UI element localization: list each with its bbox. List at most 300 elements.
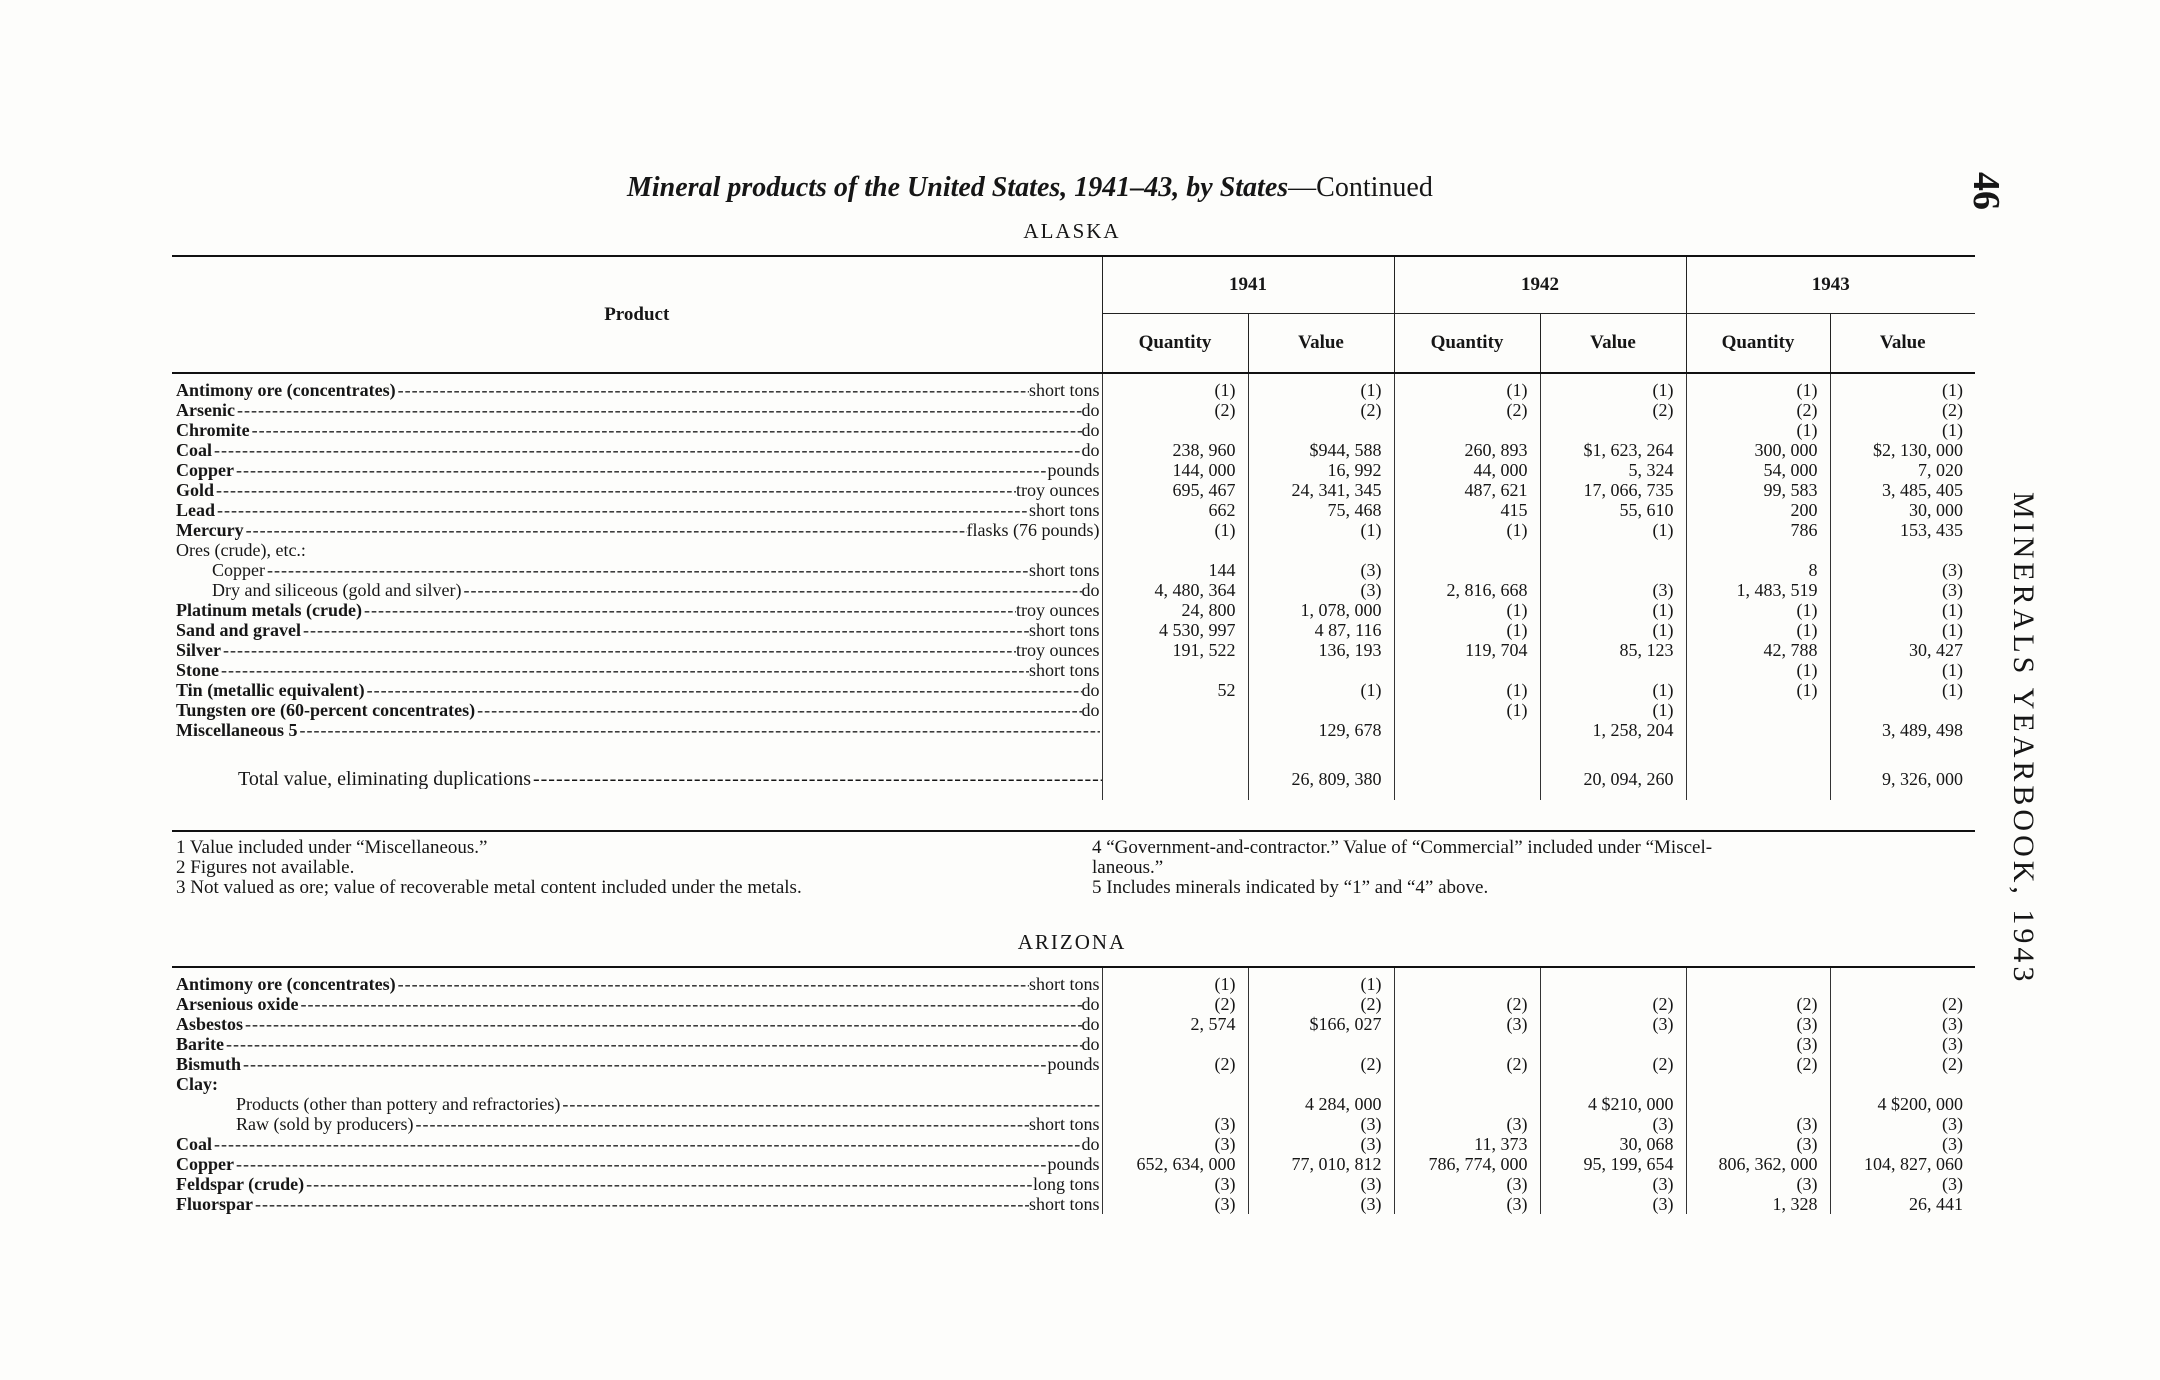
product-label	[176, 640, 1102, 660]
product-cell	[172, 540, 1102, 560]
product-label	[176, 994, 1102, 1014]
table-row	[172, 700, 1975, 720]
value-cell: 104, 827, 060	[1830, 1154, 1975, 1174]
spacer-row	[172, 740, 1975, 758]
total-value-cell: 26, 809, 380	[1248, 758, 1394, 800]
value-cell: (2)	[1394, 994, 1540, 1014]
table-row	[172, 560, 1975, 580]
product-cell	[172, 700, 1102, 720]
dot-leader	[396, 380, 1029, 400]
padding-cell	[1686, 967, 1830, 974]
product-label	[176, 1174, 1102, 1194]
total-name: Total value, eliminating duplications	[238, 769, 531, 789]
product-label	[176, 400, 1102, 420]
product-label	[176, 560, 1102, 580]
value-cell	[1540, 660, 1686, 680]
product-cell	[172, 480, 1102, 500]
spacer-cell	[1248, 740, 1394, 758]
value-cell	[1102, 720, 1248, 740]
product-cell	[172, 680, 1102, 700]
value-cell: (2)	[1394, 400, 1540, 420]
value-cell	[1394, 1094, 1540, 1114]
value-cell	[1686, 1074, 1830, 1094]
value-cell: (1)	[1686, 620, 1830, 640]
product-name: Mercury	[176, 520, 244, 540]
value-cell	[1540, 540, 1686, 560]
value-cell: 4, 480, 364	[1102, 580, 1248, 600]
value-cell	[1394, 560, 1540, 580]
value-header: Value	[1830, 314, 1975, 374]
value-cell: (3)	[1540, 580, 1686, 600]
dot-leader	[265, 560, 1029, 580]
value-cell	[1248, 700, 1394, 720]
product-name: Arsenious oxide	[176, 994, 299, 1014]
product-label	[176, 1134, 1102, 1154]
dot-leader	[212, 440, 1082, 460]
value-cell: (1)	[1394, 600, 1540, 620]
value-cell: 153, 435	[1830, 520, 1975, 540]
total-label-cell	[172, 758, 1102, 800]
value-cell: (1)	[1830, 380, 1975, 400]
product-name: Antimony ore (concentrates)	[176, 974, 396, 994]
product-cell	[172, 500, 1102, 520]
page-number: 46	[1965, 172, 2007, 210]
value-cell	[1394, 540, 1540, 560]
product-cell	[172, 1194, 1102, 1214]
product-cell	[172, 1014, 1102, 1034]
value-cell	[1394, 974, 1540, 994]
table-row	[172, 1114, 1975, 1134]
footnote-rule	[172, 830, 1975, 832]
product-unit: do	[1081, 400, 1100, 420]
year-header-1941: 1941	[1102, 256, 1394, 314]
padding-cell	[1540, 373, 1686, 380]
value-cell: (3)	[1248, 1174, 1394, 1194]
year-header-1942: 1942	[1394, 256, 1686, 314]
value-cell: 260, 893	[1394, 440, 1540, 460]
value-cell: 4 87, 116	[1248, 620, 1394, 640]
dot-leader	[243, 1014, 1081, 1034]
product-label	[176, 1094, 1102, 1114]
value-cell: (3)	[1394, 1014, 1540, 1034]
padding-row	[172, 373, 1975, 380]
product-name: Bismuth	[176, 1054, 242, 1074]
value-cell: 300, 000	[1686, 440, 1830, 460]
value-cell: 1, 078, 000	[1248, 600, 1394, 620]
value-cell	[1830, 540, 1975, 560]
value-cell: (1)	[1394, 700, 1540, 720]
value-cell: 54, 000	[1686, 460, 1830, 480]
table-row	[172, 620, 1975, 640]
value-cell: (2)	[1394, 1054, 1540, 1074]
value-cell: (2)	[1248, 400, 1394, 420]
value-cell: 119, 704	[1394, 640, 1540, 660]
value-cell: (1)	[1830, 600, 1975, 620]
value-cell: (2)	[1248, 1054, 1394, 1074]
value-cell	[1540, 560, 1686, 580]
dot-leader	[396, 974, 1029, 994]
table-row	[172, 1194, 1975, 1214]
product-unit: do	[1081, 994, 1100, 1014]
table-row	[172, 1094, 1975, 1114]
quantity-header: Quantity	[1394, 314, 1540, 374]
table-row	[172, 600, 1975, 620]
product-unit: short tons	[1028, 380, 1100, 400]
table-row	[172, 1154, 1975, 1174]
value-cell: (3)	[1248, 1134, 1394, 1154]
value-cell: $944, 588	[1248, 440, 1394, 460]
value-cell	[1540, 974, 1686, 994]
padding-cell	[1248, 967, 1394, 974]
product-name: Products (other than pottery and refractories)	[236, 1094, 561, 1114]
value-cell: (3)	[1830, 560, 1975, 580]
product-unit: short tons	[1028, 500, 1100, 520]
product-unit: troy ounces	[1016, 480, 1100, 500]
table-row	[172, 720, 1975, 740]
product-label	[176, 680, 1102, 700]
value-cell	[1686, 1094, 1830, 1114]
product-label	[176, 620, 1102, 640]
value-cell: 1, 258, 204	[1540, 720, 1686, 740]
value-cell: 30, 000	[1830, 500, 1975, 520]
value-cell	[1830, 700, 1975, 720]
value-cell: (3)	[1830, 1134, 1975, 1154]
table-row	[172, 660, 1975, 680]
product-cell	[172, 1114, 1102, 1134]
value-cell: (3)	[1540, 1194, 1686, 1214]
value-cell: (3)	[1830, 1034, 1975, 1054]
footnote: laneous.”	[1092, 857, 1164, 878]
product-cell	[172, 1074, 1102, 1094]
product-label	[176, 1014, 1102, 1034]
product-unit: short tons	[1028, 560, 1100, 580]
value-cell: (1)	[1830, 620, 1975, 640]
table-row	[172, 1034, 1975, 1054]
table-row	[172, 460, 1975, 480]
dot-leader	[253, 1194, 1029, 1214]
value-cell: 85, 123	[1540, 640, 1686, 660]
value-cell: $2, 130, 000	[1830, 440, 1975, 460]
value-cell: (1)	[1248, 520, 1394, 540]
value-cell: 24, 341, 345	[1248, 480, 1394, 500]
product-unit: pounds	[1047, 1054, 1100, 1074]
value-cell: 4 $210, 000	[1540, 1094, 1686, 1114]
product-unit: flasks (76 pounds)	[966, 520, 1100, 540]
padding-cell	[1686, 373, 1830, 380]
spacer-cell	[1540, 740, 1686, 758]
product-name: Copper	[212, 560, 265, 580]
value-cell: 786	[1686, 520, 1830, 540]
padding-cell	[1248, 373, 1394, 380]
product-name: Arsenic	[176, 400, 235, 420]
product-unit: short tons	[1028, 620, 1100, 640]
value-cell: (3)	[1686, 1174, 1830, 1194]
product-cell	[172, 994, 1102, 1014]
value-cell	[1830, 1074, 1975, 1094]
quantity-header: Quantity	[1102, 314, 1248, 374]
value-cell: (3)	[1830, 1174, 1975, 1194]
padding-cell	[172, 967, 1102, 974]
padding-cell	[1830, 373, 1975, 380]
product-name: Clay:	[176, 1074, 218, 1094]
value-cell: 3, 485, 405	[1830, 480, 1975, 500]
value-cell: 1, 328	[1686, 1194, 1830, 1214]
value-cell	[1686, 720, 1830, 740]
value-cell: (3)	[1248, 580, 1394, 600]
value-cell: (1)	[1540, 600, 1686, 620]
product-name: Raw (sold by producers)	[236, 1114, 414, 1134]
value-cell	[1248, 420, 1394, 440]
value-cell: (3)	[1686, 1014, 1830, 1034]
value-cell: (3)	[1394, 1194, 1540, 1214]
product-label	[176, 520, 1102, 540]
product-cell	[172, 620, 1102, 640]
product-cell	[172, 1094, 1102, 1114]
title-continued: —Continued	[1288, 172, 1433, 203]
footnote: 5 Includes minerals indicated by “1” and “4” above.	[1092, 877, 1489, 898]
value-cell: (2)	[1248, 994, 1394, 1014]
total-value-cell	[1394, 758, 1540, 800]
product-name: Stone	[176, 660, 220, 680]
value-cell	[1102, 660, 1248, 680]
value-cell: 4 $200, 000	[1830, 1094, 1975, 1114]
product-name: Chromite	[176, 420, 250, 440]
value-cell: 487, 621	[1394, 480, 1540, 500]
product-label	[176, 1194, 1102, 1214]
value-cell: (1)	[1540, 520, 1686, 540]
product-name: Asbestos	[176, 1014, 244, 1034]
table-row	[172, 994, 1975, 1014]
table-title	[172, 172, 2052, 204]
value-cell	[1102, 700, 1248, 720]
value-cell: (1)	[1686, 680, 1830, 700]
value-cell: 2, 574	[1102, 1014, 1248, 1034]
value-cell: (1)	[1540, 680, 1686, 700]
value-cell: 11, 373	[1394, 1134, 1540, 1154]
state-heading-alaska: ALASKA	[1023, 219, 1121, 243]
value-cell: 662	[1102, 500, 1248, 520]
value-cell: (1)	[1394, 520, 1540, 540]
product-name: Coal	[176, 440, 212, 460]
product-name: Gold	[176, 480, 215, 500]
value-cell: (3)	[1686, 1034, 1830, 1054]
value-cell: (3)	[1830, 1014, 1975, 1034]
spacer-cell	[1394, 740, 1540, 758]
value-cell: 200	[1686, 500, 1830, 520]
dot-leader	[299, 994, 1082, 1014]
value-cell: (3)	[1830, 1114, 1975, 1134]
value-cell: 5, 324	[1540, 460, 1686, 480]
table-row	[172, 400, 1975, 420]
value-cell	[1248, 1074, 1394, 1094]
value-cell: 95, 199, 654	[1540, 1154, 1686, 1174]
value-cell: (3)	[1248, 560, 1394, 580]
value-cell: (1)	[1830, 680, 1975, 700]
dot-leader	[219, 660, 1029, 680]
product-cell	[172, 1054, 1102, 1074]
dot-leader	[224, 1034, 1082, 1054]
padding-cell	[1540, 967, 1686, 974]
product-label	[176, 1054, 1102, 1074]
value-cell: 7, 020	[1830, 460, 1975, 480]
value-cell: 26, 441	[1830, 1194, 1975, 1214]
product-unit: do	[1081, 700, 1100, 720]
product-unit: short tons	[1028, 1114, 1100, 1134]
product-cell	[172, 1154, 1102, 1174]
product-name: Tin (metallic equivalent)	[176, 680, 365, 700]
product-unit: do	[1081, 440, 1100, 460]
value-cell: (3)	[1540, 1174, 1686, 1194]
table-row	[172, 520, 1975, 540]
value-cell: 129, 678	[1248, 720, 1394, 740]
product-unit: pounds	[1047, 460, 1100, 480]
dot-leader	[365, 680, 1082, 700]
arizona-table	[172, 966, 1975, 1214]
product-cell	[172, 460, 1102, 480]
product-label	[176, 660, 1102, 680]
product-name: Miscellaneous 5	[176, 720, 298, 740]
product-unit: do	[1081, 1014, 1100, 1034]
value-cell: (3)	[1830, 580, 1975, 600]
dot-leader	[304, 1174, 1033, 1194]
table-row	[172, 1054, 1975, 1074]
footnotes-right	[1092, 838, 1712, 898]
product-cell	[172, 660, 1102, 680]
product-label	[176, 1114, 1102, 1134]
table-row	[172, 420, 1975, 440]
value-cell: (1)	[1248, 680, 1394, 700]
value-cell: (1)	[1248, 380, 1394, 400]
value-cell: $1, 623, 264	[1540, 440, 1686, 460]
product-unit: troy ounces	[1016, 600, 1100, 620]
spacer-cell	[1686, 740, 1830, 758]
product-label	[176, 600, 1102, 620]
value-cell: (1)	[1102, 380, 1248, 400]
padding-cell	[1102, 967, 1248, 974]
value-cell: (1)	[1830, 420, 1975, 440]
spacer-cell	[1102, 740, 1248, 758]
total-value-cell: 20, 094, 260	[1540, 758, 1686, 800]
product-cell	[172, 400, 1102, 420]
value-cell: (1)	[1830, 660, 1975, 680]
product-cell	[172, 974, 1102, 994]
product-label	[176, 540, 1102, 560]
product-cell	[172, 720, 1102, 740]
dot-leader	[413, 1114, 1029, 1134]
quantity-header: Quantity	[1686, 314, 1830, 374]
value-cell	[1102, 1074, 1248, 1094]
product-unit: do	[1081, 1034, 1100, 1054]
value-cell: (1)	[1248, 974, 1394, 994]
value-cell: 75, 468	[1248, 500, 1394, 520]
table-row	[172, 580, 1975, 600]
value-cell	[1248, 1034, 1394, 1054]
dot-leader	[250, 420, 1082, 440]
spacer-cell	[172, 740, 1102, 758]
value-cell	[1686, 700, 1830, 720]
dot-leader	[301, 620, 1029, 640]
product-name: Feldspar (crude)	[176, 1174, 305, 1194]
product-cell	[172, 1034, 1102, 1054]
value-header: Value	[1540, 314, 1686, 374]
value-cell: (2)	[1686, 994, 1830, 1014]
value-cell: 136, 193	[1248, 640, 1394, 660]
table-row	[172, 380, 1975, 400]
product-cell	[172, 600, 1102, 620]
padding-cell	[172, 373, 1102, 380]
value-cell	[1394, 420, 1540, 440]
value-cell: (1)	[1540, 620, 1686, 640]
product-cell	[172, 640, 1102, 660]
value-cell	[1540, 1034, 1686, 1054]
value-cell: (3)	[1686, 1114, 1830, 1134]
value-cell: 4 284, 000	[1248, 1094, 1394, 1114]
product-label	[176, 440, 1102, 460]
dot-leader	[212, 1134, 1082, 1154]
product-label	[176, 500, 1102, 520]
value-cell: (3)	[1102, 1174, 1248, 1194]
product-unit: do	[1081, 580, 1100, 600]
value-cell: 415	[1394, 500, 1540, 520]
value-cell	[1686, 540, 1830, 560]
value-cell: 4 530, 997	[1102, 620, 1248, 640]
product-name: Antimony ore (concentrates)	[176, 380, 396, 400]
table-row	[172, 1014, 1975, 1034]
footnote: 2 Figures not available.	[176, 857, 355, 878]
value-cell	[1686, 974, 1830, 994]
product-name: Tungsten ore (60-percent concentrates)	[176, 700, 476, 720]
table-row	[172, 500, 1975, 520]
value-cell: (3)	[1394, 1174, 1540, 1194]
dot-leader	[234, 1154, 1047, 1174]
value-cell	[1394, 660, 1540, 680]
running-head: MINERALS YEARBOOK, 1943	[2007, 492, 2040, 986]
product-unit: short tons	[1028, 1194, 1100, 1214]
value-cell: (1)	[1686, 660, 1830, 680]
dot-leader	[475, 700, 1081, 720]
product-unit: troy ounces	[1016, 640, 1100, 660]
product-label	[176, 974, 1102, 994]
state-heading-arizona: ARIZONA	[1017, 930, 1127, 954]
value-cell: 17, 066, 735	[1540, 480, 1686, 500]
table-row	[172, 440, 1975, 460]
table-row	[172, 540, 1975, 560]
dot-leader	[241, 1054, 1047, 1074]
product-cell	[172, 520, 1102, 540]
total-label	[238, 769, 1102, 789]
product-label	[176, 380, 1102, 400]
footnote: 1 Value included under “Miscellaneous.”	[176, 837, 488, 858]
total-value-cell	[1686, 758, 1830, 800]
title-italic: Mineral products of the United States, 1941–43, by States	[627, 172, 1289, 203]
value-cell: 77, 010, 812	[1248, 1154, 1394, 1174]
value-cell: 30, 068	[1540, 1134, 1686, 1154]
value-cell: (2)	[1686, 1054, 1830, 1074]
value-cell	[1830, 974, 1975, 994]
product-label	[176, 480, 1102, 500]
product-label	[176, 580, 1102, 600]
value-cell	[1540, 1074, 1686, 1094]
dot-leader	[560, 1094, 1099, 1114]
product-unit: pounds	[1047, 1154, 1100, 1174]
product-name: Copper	[176, 1154, 234, 1174]
value-cell: 652, 634, 000	[1102, 1154, 1248, 1174]
value-cell	[1540, 420, 1686, 440]
value-cell	[1394, 1034, 1540, 1054]
product-name: Sand and gravel	[176, 620, 302, 640]
product-cell	[172, 1134, 1102, 1154]
value-cell: (1)	[1686, 380, 1830, 400]
